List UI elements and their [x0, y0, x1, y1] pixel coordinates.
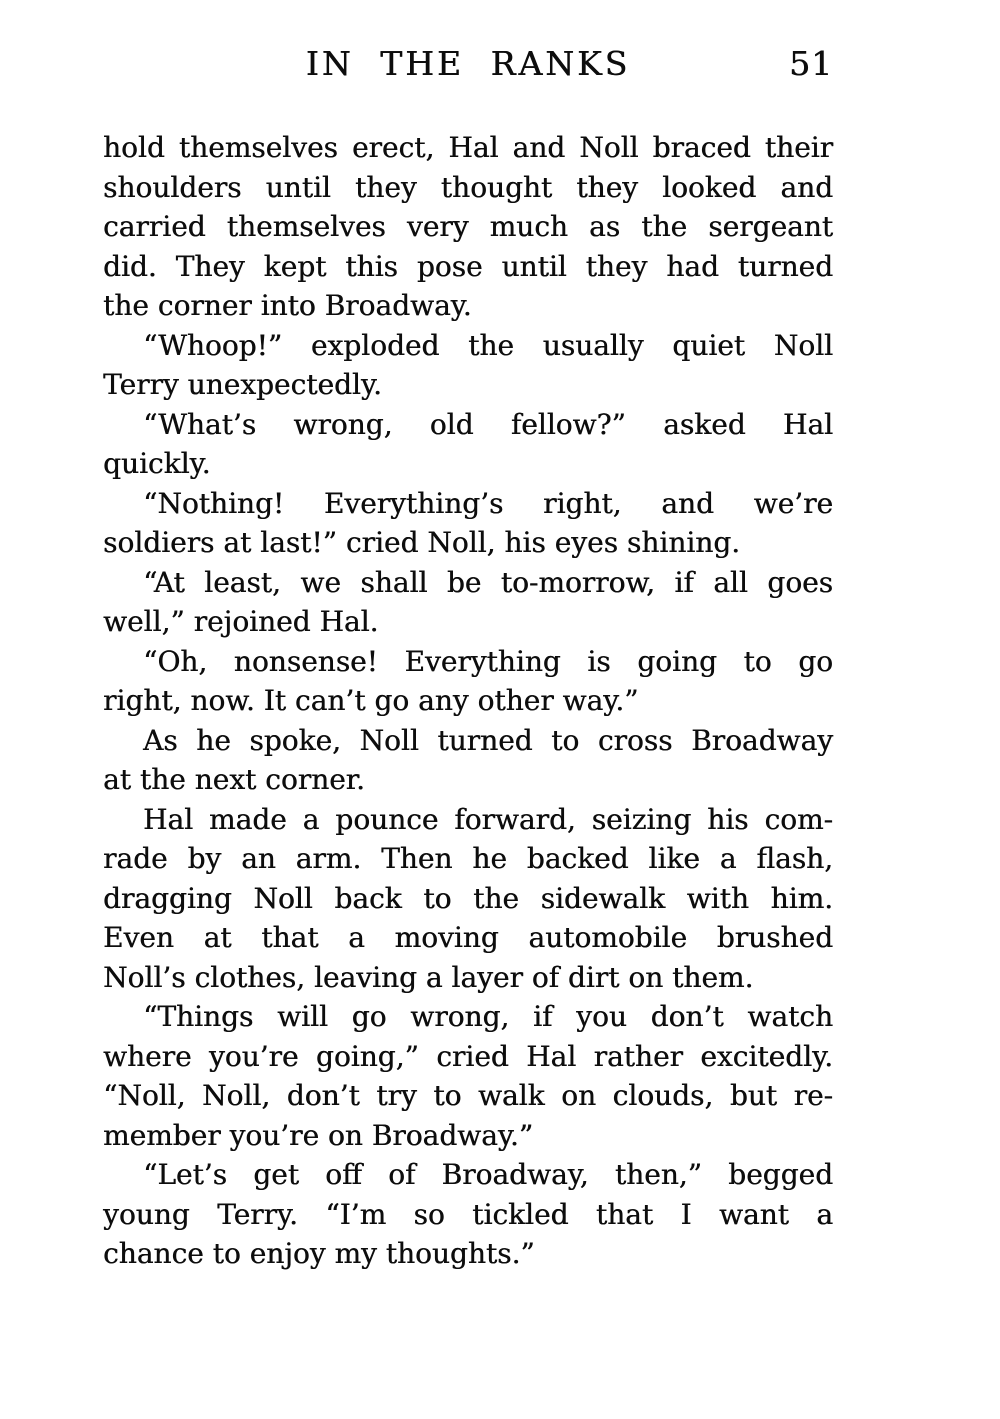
text-line: hold themselves erect, Hal and Noll braced their: [103, 131, 833, 164]
text-line: “Whoop!” exploded the usually quiet Noll: [143, 328, 833, 362]
paragraph: [103, 563, 833, 642]
text-line: right, now. It can’t go any other way.”: [103, 684, 639, 717]
paragraph: [103, 326, 833, 405]
page-body: [103, 128, 833, 1274]
text-line: rade by an arm. Then he backed like a flash,: [103, 842, 833, 875]
text-line: “Noll, Noll, don’t try to walk on clouds, but re-: [103, 1079, 833, 1112]
text-line: “Things will go wrong, if you don’t watch: [143, 1000, 833, 1033]
text-line: Terry unexpectedly.: [103, 368, 382, 401]
paragraph: [103, 1155, 833, 1274]
paragraph: [103, 128, 833, 326]
paragraph: [103, 642, 833, 721]
paragraph: [103, 721, 833, 800]
text-line: member you’re on Broadway.”: [103, 1118, 534, 1152]
text-line: “At least, we shall be to-morrow, if all goes: [143, 565, 833, 599]
text-line: Noll’s clothes, leaving a layer of dirt on them.: [103, 960, 754, 994]
page-number: 51: [789, 44, 833, 83]
text-line: “Nothing! Everything’s right, and we’re: [143, 486, 833, 520]
text-line: quickly.: [103, 447, 211, 480]
paragraph: [103, 800, 833, 998]
text-line: carried themselves very much as the sergeant: [103, 210, 833, 243]
text-line: “Oh, nonsense! Everything is going to go: [143, 644, 833, 678]
page-header: [103, 44, 833, 83]
paragraph: [103, 997, 833, 1155]
text-line: As he spoke, Noll turned to cross Broadway: [143, 723, 833, 757]
running-title: IN THE RANKS: [305, 44, 631, 83]
text-line: at the next corner.: [103, 763, 365, 796]
text-line: soldiers at last!” cried Noll, his eyes shining.: [103, 526, 741, 559]
text-line: shoulders until they thought they looked and: [103, 170, 833, 204]
text-line: Hal made a pounce forward, seizing his com-: [143, 802, 833, 836]
text-line: well,” rejoined Hal.: [103, 605, 379, 638]
text-line: dragging Noll back to the sidewalk with him.: [103, 881, 833, 915]
text-line: the corner into Broadway.: [103, 289, 472, 322]
text-line: young Terry. “I’m so tickled that I want a: [103, 1197, 833, 1231]
text-line: chance to enjoy my thoughts.”: [103, 1237, 535, 1270]
paragraph: [103, 405, 833, 484]
text-line: where you’re going,” cried Hal rather excitedly.: [103, 1039, 833, 1073]
text-line: Even at that a moving automobile brushed: [103, 921, 833, 954]
text-line: “What’s wrong, old fellow?” asked Hal: [143, 407, 833, 441]
paragraph: [103, 484, 833, 563]
text-line: “Let’s get off of Broadway, then,” begged: [143, 1158, 833, 1191]
text-line: did. They kept this pose until they had turned: [103, 249, 833, 283]
